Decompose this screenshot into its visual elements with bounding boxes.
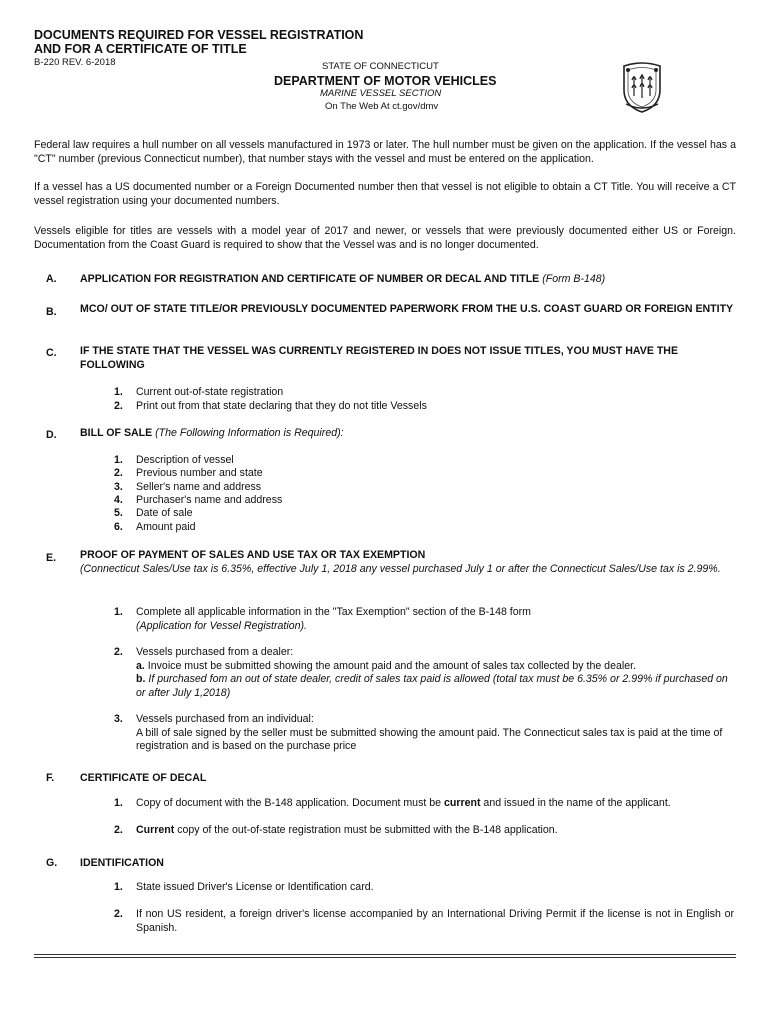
state-seal-icon	[620, 60, 664, 114]
section-e-heading: PROOF OF PAYMENT OF SALES AND USE TAX OR TAX EXEMPTION	[80, 549, 426, 561]
intro-paragraph-documented-vessels: If a vessel has a US documented number or a Foreign Documented number then that vessel is not eligible to obtain a CT Title. You will receive a CT vessel registration using your documented numbers.	[34, 181, 736, 207]
footer-divider	[34, 954, 736, 955]
section-e-item-3-detail: A bill of sale signed by the seller must be submitted showing the amount paid. The Connecticut sales tax is paid at the time of registration and is based on the purchase price	[136, 726, 723, 752]
section-f-heading: CERTIFICATE OF DECAL	[80, 772, 207, 784]
section-d-letter: D.	[46, 429, 57, 441]
document-title	[34, 28, 363, 56]
section-a-heading	[80, 273, 735, 287]
section-e-item-2: Vessels purchased from a dealer:	[136, 646, 294, 658]
form-revision: B-220 REV. 6-2018	[34, 57, 116, 68]
section-name: MARINE VESSEL SECTION	[320, 88, 442, 99]
section-a-form-note: (Form B-148)	[542, 273, 606, 285]
footer-divider	[34, 957, 736, 958]
section-e-item-2b: If purchased fom an out of state dealer, credit of sales tax paid is allowed (total tax must be 6.35% or 2.99% if purchased on or after July 1,2018)	[136, 673, 728, 699]
intro-paragraph-title-eligibility: Vessels eligible for titles are vessels with a model year of 2017 and newer, or vessels that were previously documented either US or Foreign. Documentation from the Coast Guard is required to show that the Vessel was and is no longer documented.	[34, 225, 736, 251]
section-e-item-1-note: (Application for Vessel Registration).	[136, 619, 307, 632]
section-c-heading: IF THE STATE THAT THE VESSEL WAS CURRENTLY REGISTERED IN DOES NOT ISSUE TITLES, YOU MUST HAVE THE FOLLOWING	[80, 345, 679, 371]
state-name: STATE OF CONNECTICUT	[322, 61, 439, 72]
section-e-letter: E.	[46, 552, 57, 564]
section-g-letter: G.	[46, 857, 58, 869]
section-d-heading	[80, 427, 735, 441]
title-line-1: DOCUMENTS REQUIRED FOR VESSEL REGISTRATION	[34, 28, 364, 42]
section-e-item-1: Complete all applicable information in the "Tax Exemption" section of the B-148 form	[136, 606, 531, 618]
section-d-text: BILL OF SALE	[80, 427, 153, 439]
section-e-item-3: Vessels purchased from an individual:	[136, 713, 314, 725]
intro-paragraph-hull-number: Federal law requires a hull number on all vessels manufactured in 1973 or later. The hull number must be given on the application. If the vessel has a "CT" number (previous Connecticut number), that number stays with the vessel and must be entered on the application.	[34, 139, 736, 165]
web-address: On The Web At ct.gov/dmv	[325, 101, 439, 112]
section-a-letter: A.	[46, 273, 57, 285]
section-b-letter: B.	[46, 306, 57, 318]
section-e-item-2a: Invoice must be submitted showing the amount paid and the amount of sales tax collected by the dealer.	[147, 659, 636, 672]
section-g-heading: IDENTIFICATION	[80, 857, 164, 869]
section-a-text: APPLICATION FOR REGISTRATION AND CERTIFICATE OF NUMBER OR DECAL AND TITLE	[80, 273, 540, 285]
title-line-2: AND FOR A CERTIFICATE OF TITLE	[34, 42, 247, 56]
section-b-heading: MCO/ OUT OF STATE TITLE/OR PREVIOUSLY DOCUMENTED PAPERWORK FROM THE U.S. COAST GUARD OR FOREIGN ENTITY	[80, 303, 734, 315]
department-name: DEPARTMENT OF MOTOR VEHICLES	[274, 74, 497, 88]
section-f-letter: F.	[46, 772, 55, 784]
section-d-note: (The Following Information is Required):	[155, 427, 344, 439]
section-c-letter: C.	[46, 347, 57, 359]
section-e-tax-note: (Connecticut Sales/Use tax is 6.35%, effective July 1, 2018 any vessel purchased July 1 or after the Connecticut Sales/Use tax is 2.99%.	[80, 563, 721, 575]
